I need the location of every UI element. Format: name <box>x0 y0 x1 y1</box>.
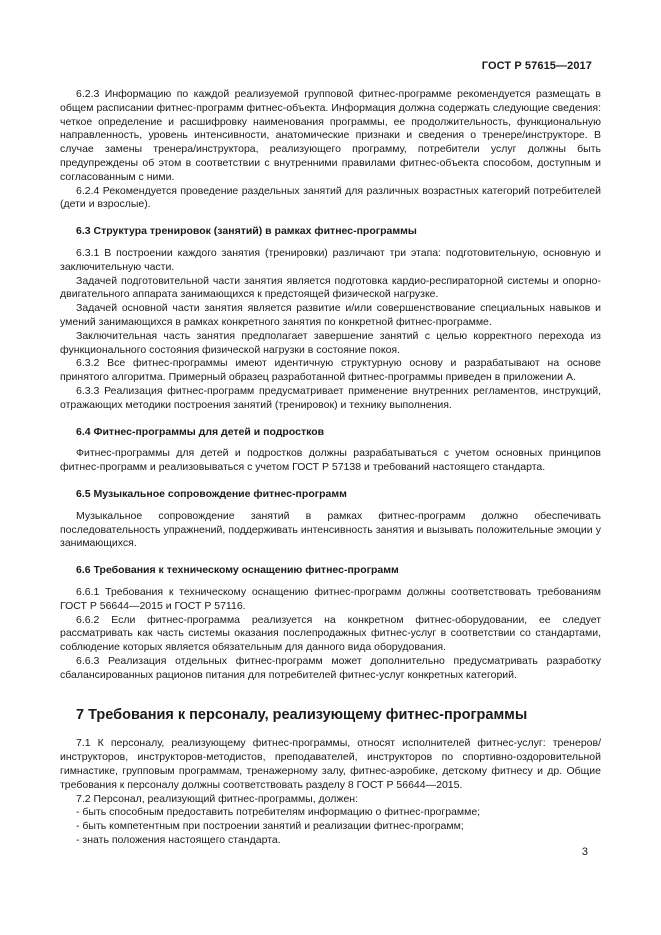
paragraph-6-6-2: 6.6.2 Если фитнес-программа реализуется на конкретном фитнес-оборудовании, ее следует рассматривать как часть системы оказания послепродажных фитнес-услуг в соответствии со стандартами, соблюдение которых является обязательным для данного вида оборудования. <box>60 613 601 654</box>
paragraph-7-1: 7.1 К персоналу, реализующему фитнес-программы, относят исполнителей фитнес-услуг: тренеров/инструкторов, инструкторов-методистов, преподавателей, инструкторов по спортивно-оздоровительной гимнастике, групповым программам, тренажерному залу, фитнес-аэробике, детскому фитнесу и др. Общие требования к персоналу должны соответствовать разделу 8 ГОСТ Р 56644—2015. <box>60 737 601 791</box>
page-number: 3 <box>581 846 588 858</box>
paragraph-6-2-3: 6.2.3 Информацию по каждой реализуемой групповой фитнес-программе рекомендуется размещать в общем расписании фитнес-программ фитнес-объекта. Информация должна содержать следующие сведения: четкое определение и расшифровку наименования программы, ее продолжительность, функциональную направленность, уровень интенсивности, анатомические признаки и сведения о тренере/инструкторе. В случае замены тренера/инструктора, реализующего программу, потребители услуг должны быть предупреждены об этом в соответствии с внутренними правилами фитнес-объекта способом, доступным и согласованным с ними. <box>60 88 601 183</box>
heading-6-5: 6.5 Музыкальное сопровождение фитнес-программ <box>76 487 347 500</box>
heading-6-3: 6.3 Структура тренировок (занятий) в рамках фитнес-программы <box>76 225 417 238</box>
paragraph-6-4: Фитнес-программы для детей и подростков должны разрабатываться с учетом основных принципов фитнес-программ и реализовываться с учетом ГОСТ Р 57138 и требований настоящего стандарта. <box>60 447 601 474</box>
standard-header: ГОСТ Р 57615—2017 <box>481 60 592 72</box>
paragraph-7-2: 7.2 Персонал, реализующий фитнес-программы, должен: <box>76 792 358 805</box>
paragraph-6-3-1-d: Заключительная часть занятия предполагает завершение занятий с целью корректного перехода из функционального состояния физической нагрузки в состояние покоя. <box>60 329 601 356</box>
list-item: - быть способным предоставить потребителям информацию о фитнес-программе; <box>76 806 481 819</box>
paragraph-6-2-4: 6.2.4 Рекомендуется проведение раздельных занятий для различных возрастных категорий потребителей (дети и взрослые). <box>60 184 601 211</box>
paragraph-6-5: Музыкальное сопровождение занятий в рамках фитнес-программ должно обеспечивать последовательность упражнений, поддерживать интенсивность занятия и вызывать положительные эмоции у занимающихся. <box>60 509 601 550</box>
document-body <box>60 88 601 848</box>
heading-6-4: 6.4 Фитнес-программы для детей и подростков <box>76 425 325 438</box>
paragraph-6-6-1: 6.6.1 Требования к техническому оснащению фитнес-программ должны соответствовать требованиям ГОСТ Р 56644—2015 и ГОСТ Р 57116. <box>60 585 601 612</box>
heading-section-7: 7 Требования к персоналу, реализующему фитнес-программы <box>76 707 528 724</box>
heading-6-6: 6.6 Требования к техническому оснащению фитнес-программ <box>76 564 399 577</box>
list-item: - быть компетентным при построении занятий и реализации фитнес-программ; <box>76 820 464 833</box>
paragraph-6-6-3: 6.6.3 Реализация отдельных фитнес-программ может дополнительно предусматривать разработку сбалансированных рационов питания для потребителей фитнес-услуг конкретных категорий. <box>60 654 601 681</box>
paragraph-6-3-2: 6.3.2 Все фитнес-программы имеют идентичную структурную основу и разрабатывают на основе принятого алгоритма. Примерный образец разработанной фитнес-программы приведен в приложении А. <box>60 357 601 384</box>
paragraph-6-3-3: 6.3.3 Реализация фитнес-программ предусматривает применение внутренних регламентов, инструкций, отражающих методики построения занятий (тренировок) и технику выполнения. <box>60 384 601 411</box>
paragraph-6-3-1-b: Задачей подготовительной части занятия является подготовка кардио-респираторной системы и опорно-двигательного аппарата занимающихся к предстоящей физической нагрузке. <box>60 274 601 301</box>
list-item: - знать положения настоящего стандарта. <box>76 834 281 847</box>
paragraph-6-3-1: 6.3.1 В построении каждого занятия (тренировки) различают три этапа: подготовительную, основную и заключительную части. <box>60 246 601 273</box>
paragraph-6-3-1-c: Задачей основной части занятия является развитие и/или совершенствование специальных навыков и умений занимающихся в рамках конкретного занятия по конкретной фитнес-программе. <box>60 302 601 328</box>
